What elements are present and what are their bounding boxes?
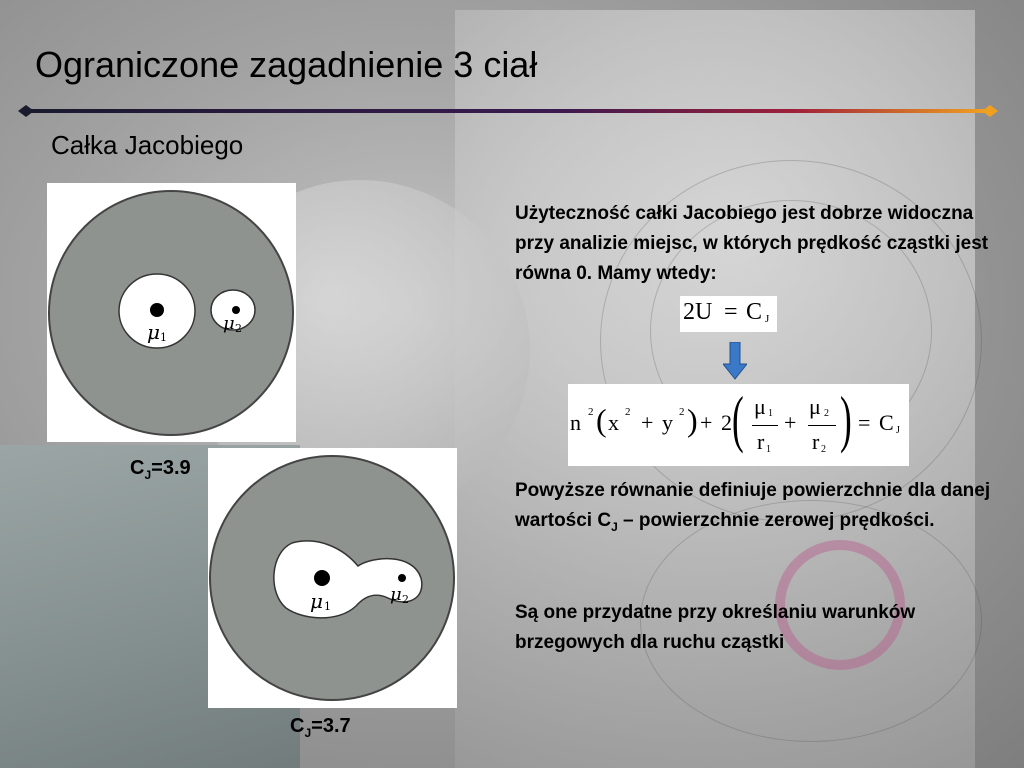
caption-symbol: C — [290, 715, 305, 737]
mu2-label: μ — [390, 584, 402, 605]
eq-r2-sub: 2 — [821, 444, 826, 455]
eq-r1-sub: 1 — [766, 444, 771, 455]
mu1-label: μ — [310, 589, 323, 613]
zero-velocity-figure-1 — [47, 183, 296, 442]
equation-equals: = — [724, 299, 738, 325]
slide-title: Ograniczone zagadnienie 3 ciał — [35, 44, 538, 85]
mass-2-dot — [398, 574, 406, 582]
eq-n-exp: 2 — [588, 406, 594, 418]
intro-paragraph: Użyteczność całki Jacobiego jest dobrze widoczna przy analizie miejsc, w których prędkość cząstki jest równa 0. Mamy wtedy: — [515, 203, 989, 284]
eq-big-rparen: ) — [840, 383, 852, 454]
eq-rparen: ) — [687, 402, 698, 438]
eq-c-sub: J — [896, 425, 900, 436]
eq-x-exp: 2 — [625, 406, 631, 418]
figure-2-caption — [290, 715, 351, 740]
caption-value: =3.9 — [151, 457, 191, 479]
equation-2u-equals-cj — [680, 296, 777, 332]
eq-x: x — [608, 410, 619, 435]
down-arrow-icon — [723, 342, 747, 380]
eq-y: y — [662, 410, 673, 435]
title-divider — [18, 103, 1000, 119]
eq-mu1: μ — [754, 394, 766, 419]
eq-y-exp: 2 — [679, 406, 685, 418]
mu1-label: μ — [147, 320, 160, 344]
eq-big-lparen: ( — [732, 383, 744, 454]
fraction-bar-1 — [752, 425, 778, 426]
definition-paragraph — [515, 476, 995, 542]
figure-1-caption — [130, 457, 191, 482]
eq-mu2-sub: 2 — [824, 408, 829, 419]
zero-velocity-figure-2 — [208, 448, 457, 708]
section-heading: Całka Jacobiego — [51, 130, 244, 160]
eq-c: C — [879, 410, 894, 435]
jacobi-integral-equation — [568, 384, 909, 466]
mu2-subscript: 2 — [402, 593, 409, 606]
fraction-bar-2 — [808, 425, 836, 426]
definition-text-end: – powierzchnie zerowej prędkości. — [617, 510, 935, 531]
eq-two: 2 — [721, 410, 732, 435]
mu2-subscript: 2 — [235, 322, 242, 335]
mu1-subscript: 1 — [160, 331, 167, 344]
equation-lhs: 2U — [683, 299, 713, 325]
caption-value: =3.7 — [311, 715, 351, 737]
mass-1-dot — [314, 570, 330, 586]
caption-symbol: C — [130, 457, 145, 479]
mu1-subscript: 1 — [324, 600, 331, 613]
eq-r2: r — [812, 429, 820, 454]
mass-1-dot — [150, 303, 164, 317]
eq-equals: = — [858, 410, 871, 435]
equation-rhs: C — [746, 299, 763, 325]
eq-plus-1: + — [641, 410, 654, 435]
eq-mu2: μ — [809, 394, 821, 419]
caption-subscript: J — [304, 726, 312, 740]
eq-n: n — [570, 410, 581, 435]
eq-r1: r — [757, 429, 765, 454]
eq-plus-3: + — [784, 410, 797, 435]
eq-plus-2: + — [700, 410, 713, 435]
definition-text-start: Powyższe równanie definiuje powierzchnie dla danej wartości C — [515, 480, 991, 531]
eq-lparen: ( — [596, 402, 607, 438]
usage-paragraph: Są one przydatne przy określaniu warunków brzegowych dla ruchu cząstki — [515, 602, 916, 653]
equation-rhs-subscript: J — [765, 313, 770, 325]
definition-subscript: J — [611, 519, 618, 534]
caption-subscript: J — [144, 468, 152, 482]
eq-mu1-sub: 1 — [768, 408, 773, 419]
mu2-label: μ — [223, 313, 235, 334]
